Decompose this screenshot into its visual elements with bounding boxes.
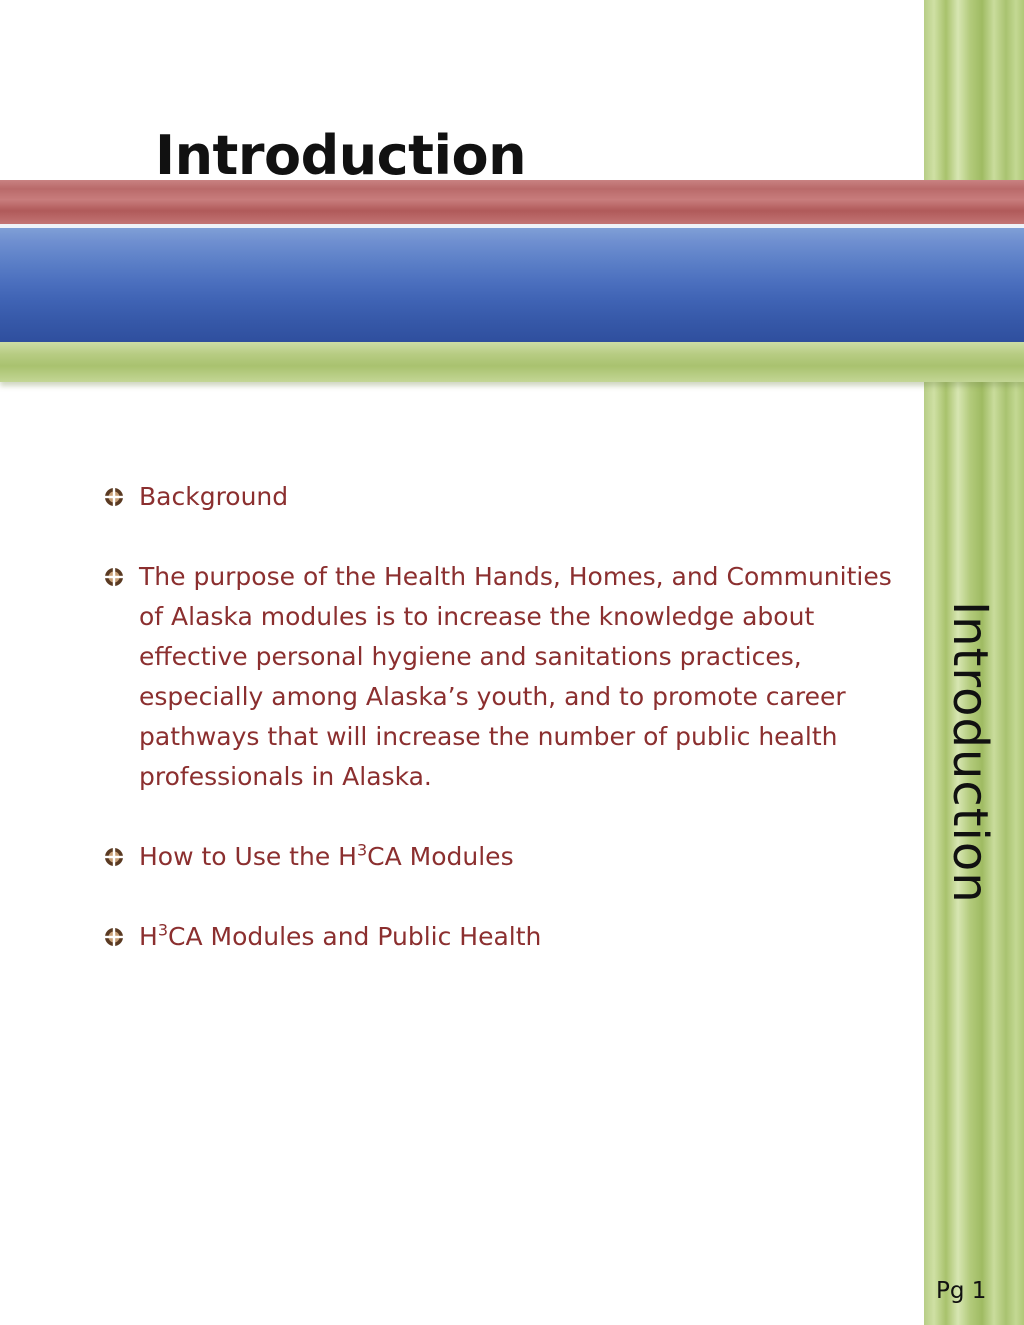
topic-label-superscript: 3 xyxy=(157,920,168,940)
topic-item-how-to-use xyxy=(104,837,894,877)
topic-label: Background xyxy=(139,482,289,511)
topic-item-background xyxy=(104,477,894,517)
topic-item-public-health xyxy=(104,917,894,957)
topic-list xyxy=(104,477,894,997)
crosshair-circle-bullet-icon xyxy=(104,487,124,507)
topic-label xyxy=(139,837,894,877)
crosshair-circle-bullet-icon xyxy=(104,927,124,947)
header-band-green xyxy=(0,342,1024,382)
topic-label-prefix: How to Use the H xyxy=(139,842,357,871)
header-band-blue xyxy=(0,228,1024,342)
topic-label-suffix: CA Modules xyxy=(367,842,514,871)
topic-item-purpose xyxy=(104,557,894,797)
topic-label-prefix: H xyxy=(139,922,158,951)
crosshair-circle-bullet-icon xyxy=(104,847,124,867)
topic-label-superscript: 3 xyxy=(356,840,368,860)
page-title: Introduction xyxy=(155,124,527,187)
side-title xyxy=(930,580,1010,925)
crosshair-circle-bullet-icon xyxy=(104,567,124,587)
topic-label xyxy=(139,917,894,957)
topic-label: The purpose of the Health Hands, Homes, and Communities of Alaska modules is to increase the knowledge about effective personal hygiene and sanitations practices, especially among Alaska’s youth, and to promote career pathways that will increase the number of public health professionals in Alaska. xyxy=(139,562,892,791)
side-title-text: Introduction xyxy=(942,601,998,904)
page-number: Pg 1 xyxy=(936,1278,987,1304)
topic-label-suffix: CA Modules and Public Health xyxy=(168,922,542,951)
